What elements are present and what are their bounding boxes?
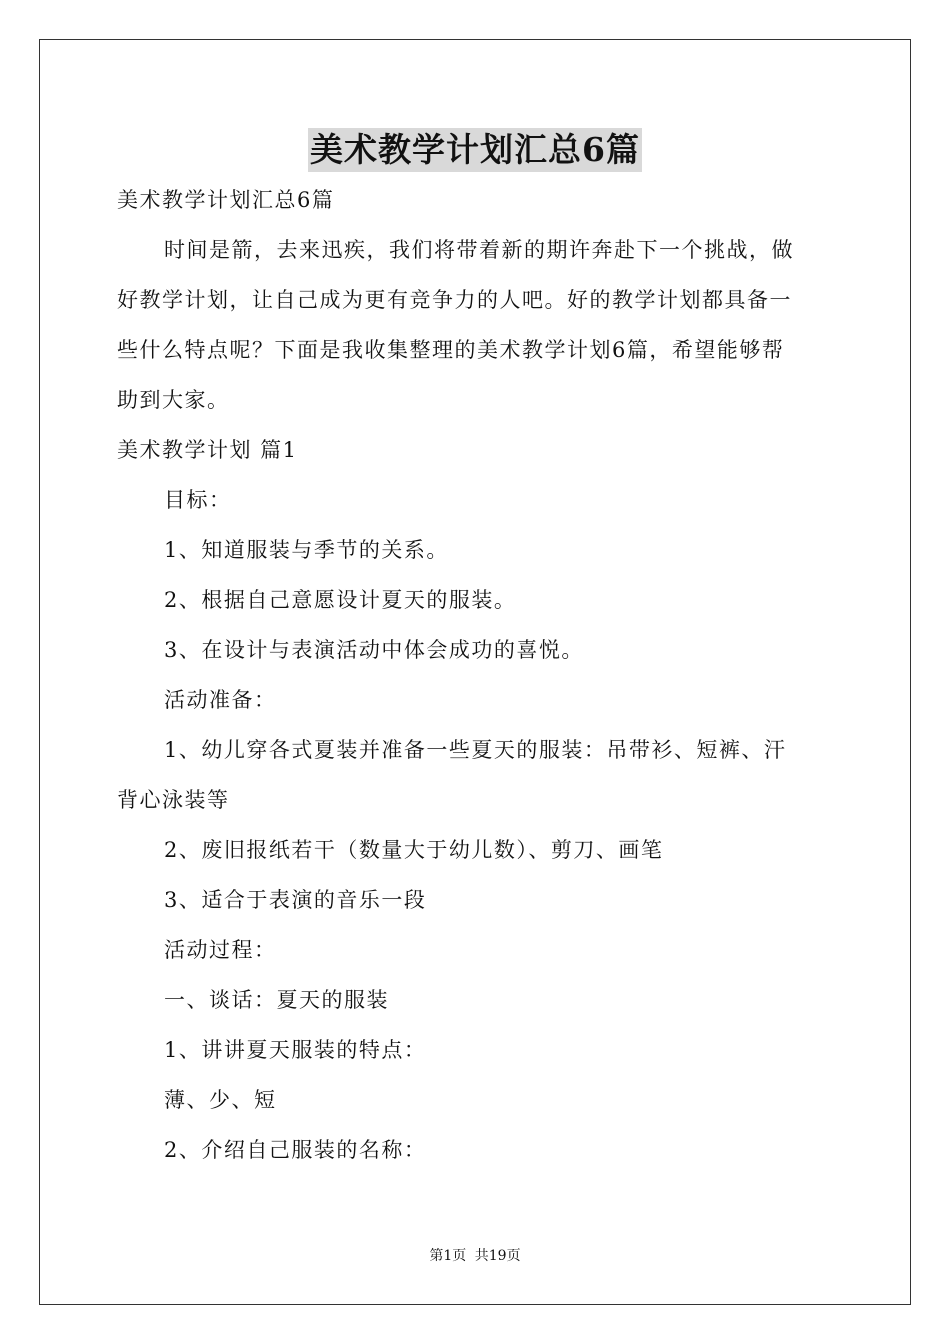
body-line: 时间是箭，去来迅疾，我们将带着新的期许奔赴下一个挑战，做 — [164, 238, 794, 262]
body-line: 3、适合于表演的音乐一段 — [164, 888, 427, 912]
body-line: 薄、少、短 — [164, 1088, 277, 1112]
body-line: 1、知道服装与季节的关系。 — [164, 538, 449, 562]
body-line: 美术教学计划 篇1 — [117, 438, 298, 462]
body-line: 1、讲讲夏天服装的特点： — [164, 1038, 427, 1062]
body-line: 活动过程： — [164, 938, 277, 962]
page-total: 共19页 — [474, 1248, 521, 1264]
body-line: 活动准备： — [164, 688, 277, 712]
page-number: 第1页 — [429, 1248, 467, 1264]
body-line: 好教学计划，让自己成为更有竞争力的人吧。好的教学计划都具备一 — [117, 288, 792, 312]
body-line: 助到大家。 — [117, 388, 230, 412]
body-line: 2、介绍自己服装的名称： — [164, 1138, 427, 1162]
page-footer — [0, 1245, 950, 1265]
document-title: 美术教学计划汇总6篇 — [308, 128, 642, 172]
body-line: 背心泳装等 — [117, 788, 230, 812]
body-line: 2、根据自己意愿设计夏天的服装。 — [164, 588, 517, 612]
body-line: 3、在设计与表演活动中体会成功的喜悦。 — [164, 638, 584, 662]
body-line: 些什么特点呢？下面是我收集整理的美术教学计划6篇，希望能够帮 — [117, 338, 785, 362]
body-line: 一、谈话：夏天的服装 — [164, 988, 389, 1012]
document-body — [117, 175, 837, 1175]
body-line: 1、幼儿穿各式夏装并准备一些夏天的服装：吊带衫、短裤、汗 — [164, 738, 787, 762]
title-container — [0, 128, 950, 172]
body-line: 2、废旧报纸若干（数量大于幼儿数）、剪刀、画笔 — [164, 838, 664, 862]
body-line: 目标： — [164, 488, 232, 512]
body-line: 美术教学计划汇总6篇 — [117, 188, 335, 212]
